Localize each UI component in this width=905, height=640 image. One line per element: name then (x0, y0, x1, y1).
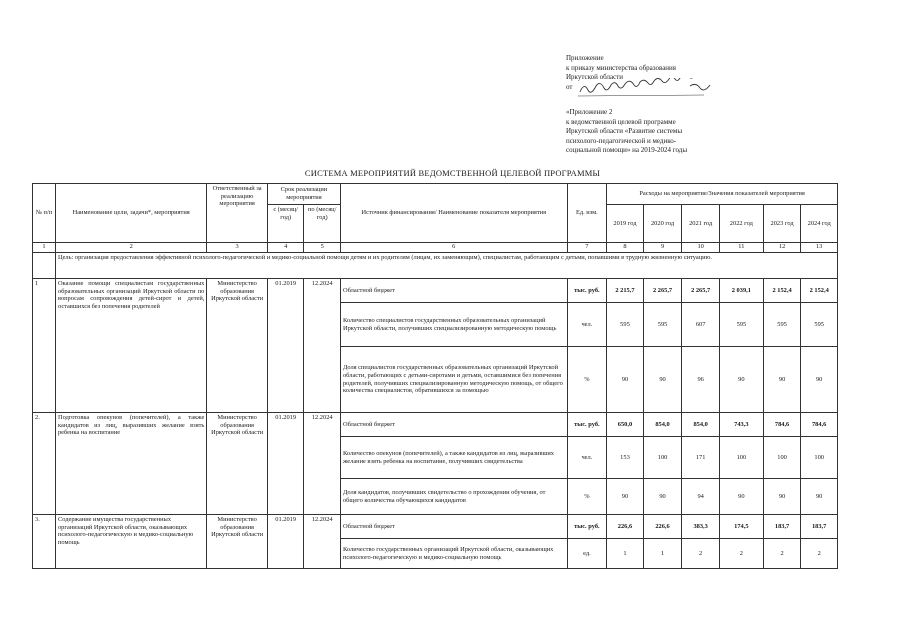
table-row (33, 413, 838, 437)
document-title: СИСТЕМА МЕРОПРИЯТИЙ ВЕДОМСТВЕННОЙ ЦЕЛЕВОЙ ПРОГРАММЫ (304, 168, 601, 178)
column-number: 13 (801, 243, 838, 253)
value: 183,7 (763, 515, 801, 539)
value: 1 (607, 539, 644, 569)
unit: % (567, 347, 607, 413)
value: 595 (607, 303, 644, 347)
col-header-year-2022: 2022 год (719, 205, 763, 243)
value: 2 (801, 539, 838, 569)
value: 90 (801, 479, 838, 515)
value: 383,3 (682, 515, 720, 539)
indicator-label: Доля специалистов государственных образовательных организаций Иркутской области, работающих с детьми-сиротами и детьми, оставшимися без попечения родителей, получивших специализированную методическую помощь, от общего количества специалистов, обратившихся за помощью (340, 347, 567, 413)
column-number: 6 (340, 243, 567, 253)
col-header-year-2024: 2024 год (801, 205, 838, 243)
value: 226,6 (607, 515, 644, 539)
value: 784,6 (801, 413, 838, 437)
indicator-label: Количество государственных организаций Иркутской области, оказывающих психолого-педагогическую и медико-социальную помощь (340, 539, 567, 569)
value: 2 (682, 539, 720, 569)
measure-name: Подготовка опекунов (попечителей), а также кандидатов из лиц, выразивших желание взять ребенка на воспитание (55, 413, 206, 515)
appendix2-label: «Приложение 2 (566, 108, 613, 116)
goal-text: Цель: организация предоставления эффективной психолого-педагогической и медико-социальной помощи детям и их родителям (лицам, их заменяющим), специалистам, работающим с детьми, попавшими в трудную жизненную ситуацию. (55, 253, 837, 279)
column-number: 9 (643, 243, 682, 253)
term-from: 01.2019 (267, 515, 304, 569)
column-number: 8 (607, 243, 644, 253)
row-number: 2. (33, 413, 56, 515)
col-header-num: № п/п (33, 184, 56, 243)
term-to: 12.2024 (304, 413, 341, 515)
value: 854,0 (643, 413, 682, 437)
column-number: 1 (33, 243, 56, 253)
unit: тыс. руб. (567, 413, 607, 437)
value: 171 (682, 437, 720, 479)
column-number: 12 (763, 243, 801, 253)
col-header-year-2019: 2019 год (607, 205, 644, 243)
indicator-label: Количество опекунов (попечителей), а также кандидатов из лиц, выразивших желание взять ребенка на воспитание, получивших свидетельства (340, 437, 567, 479)
column-number: 5 (304, 243, 341, 253)
indicator-label: Количество специалистов государственных образовательных организаций Иркутской области, получивших специализированную методическую помощь (340, 303, 567, 347)
column-number: 2 (55, 243, 206, 253)
value: 90 (643, 479, 682, 515)
value: 174,5 (719, 515, 763, 539)
value: 90 (763, 347, 801, 413)
column-number: 7 (567, 243, 607, 253)
column-number: 3 (207, 243, 268, 253)
value: 90 (719, 479, 763, 515)
col-header-responsible: Ответственный за реализацию мероприятия (207, 184, 268, 243)
value: 607 (682, 303, 720, 347)
program-reference: к ведомственной целевой программе (566, 117, 676, 126)
value: 100 (763, 437, 801, 479)
handwritten-date-signature (578, 78, 718, 100)
order-reference: к приказу министерства образования (566, 63, 677, 72)
responsible: Министерство образования Иркутской области (207, 279, 268, 413)
column-number: 4 (267, 243, 304, 253)
indicator-label: Областной бюджет (340, 413, 567, 437)
value: 2 152,4 (763, 279, 801, 303)
value: 1 (643, 539, 682, 569)
term-from: 01.2019 (267, 279, 304, 413)
col-header-year-2021: 2021 год (682, 205, 720, 243)
measures-table (32, 183, 838, 569)
value: 2 (719, 539, 763, 569)
column-number: 10 (682, 243, 720, 253)
value: 90 (607, 347, 644, 413)
col-header-from: с (месяц/год) (267, 205, 304, 243)
value: 595 (719, 303, 763, 347)
value: 854,0 (682, 413, 720, 437)
column-number: 11 (719, 243, 763, 253)
value: 2 265,7 (682, 279, 720, 303)
value: 100 (719, 437, 763, 479)
value: 2 039,1 (719, 279, 763, 303)
col-header-year-2023: 2023 год (763, 205, 801, 243)
col-header-unit: Ед. изм. (567, 184, 607, 243)
value: 595 (643, 303, 682, 347)
value: 650,0 (607, 413, 644, 437)
unit: тыс. руб. (567, 279, 607, 303)
col-header-to: по (месяц/год) (304, 205, 341, 243)
value: 2 (763, 539, 801, 569)
value: 90 (719, 347, 763, 413)
term-to: 12.2024 (304, 279, 341, 413)
appendix-label: Приложение (566, 54, 604, 62)
value: 96 (682, 347, 720, 413)
value: 94 (682, 479, 720, 515)
unit: ед. (567, 539, 607, 569)
unit: % (567, 479, 607, 515)
value: 595 (801, 303, 838, 347)
col-header-name: Наименование цели, задачи*, мероприятия (55, 184, 206, 243)
date-prefix: от (566, 82, 573, 91)
value: 90 (801, 347, 838, 413)
responsible: Министерство образования Иркутской области (207, 515, 268, 569)
value: 90 (763, 479, 801, 515)
row-number: 1 (33, 279, 56, 413)
value: 90 (643, 347, 682, 413)
value: 2 215,7 (607, 279, 644, 303)
term-from: 01.2019 (267, 413, 304, 515)
table-row (33, 515, 838, 539)
value: 90 (607, 479, 644, 515)
value: 100 (643, 437, 682, 479)
unit: чел. (567, 437, 607, 479)
value: 183,7 (801, 515, 838, 539)
indicator-label: Областной бюджет (340, 279, 567, 303)
value: 153 (607, 437, 644, 479)
region-label: Иркутской области (566, 73, 624, 81)
value: 226,6 (643, 515, 682, 539)
table-row (33, 279, 838, 303)
indicator-label: Областной бюджет (340, 515, 567, 539)
col-header-term: Срок реализации мероприятия (267, 184, 340, 205)
unit: чел. (567, 303, 607, 347)
term-to: 12.2024 (304, 515, 341, 569)
program-line-1: Иркутской области «Развитие системы (566, 127, 683, 135)
col-header-year-2020: 2020 год (643, 205, 682, 243)
value: 743,3 (719, 413, 763, 437)
unit: тыс. руб. (567, 515, 607, 539)
col-header-expenses: Расходы на мероприятие/Значения показателей мероприятия (607, 184, 838, 205)
indicator-label: Доля кандидатов, получивших свидетельство о прохождении обучения, от общего количества обучающихся кандидатов (340, 479, 567, 515)
value: 2 265,7 (643, 279, 682, 303)
value: 100 (801, 437, 838, 479)
program-line-2: психолого-педагогической и медико- (566, 136, 677, 145)
row-number: 3. (33, 515, 56, 569)
value: 784,6 (763, 413, 801, 437)
measure-name: Содержание имущества государственных организаций Иркутской области, оказывающих психолого-педагогическую и медико-социальную помощь (55, 515, 206, 569)
value: 2 152,4 (801, 279, 838, 303)
col-header-source: Источник финансирования/ Наименование показателя мероприятия (340, 184, 567, 243)
measure-name: Оказание помощи специалистам государственных образовательных организаций Иркутской области по вопросам сопровождения детей-сирот и детей, оставшихся без попечения родителей (55, 279, 206, 413)
program-header (566, 108, 687, 156)
column-numbers-row (33, 243, 838, 253)
program-line-3: социальной помощи» на 2019-2024 годы (566, 146, 688, 154)
responsible: Министерство образования Иркутской области (207, 413, 268, 515)
value: 595 (763, 303, 801, 347)
